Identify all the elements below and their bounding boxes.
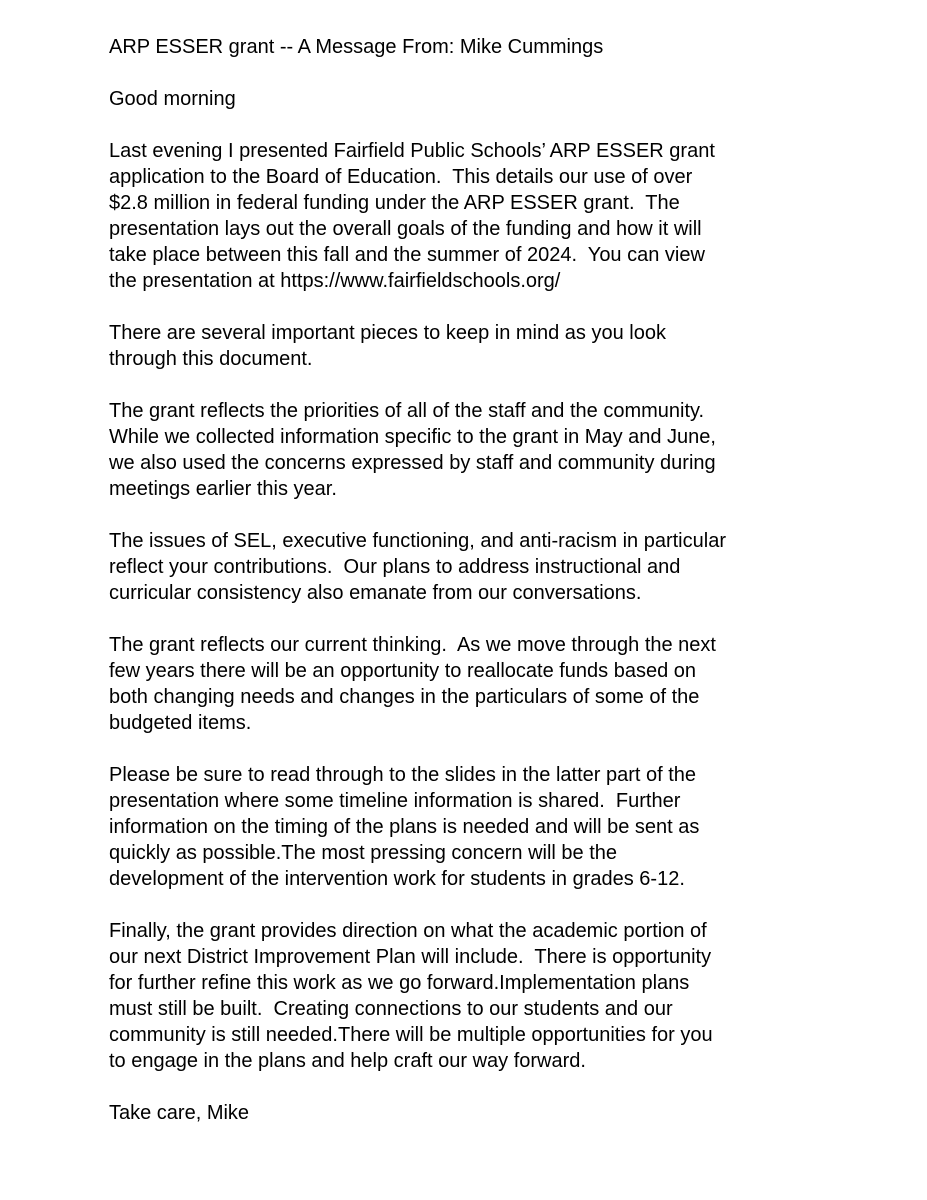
paragraph-line: presentation lays out the overall goals of the funding and how it will	[109, 218, 702, 240]
spacer	[109, 1074, 869, 1100]
paragraph-line: Please be sure to read through to the slides in the latter part of the	[109, 764, 697, 786]
paragraph-line: through this document.	[109, 348, 313, 370]
paragraph-line: the presentation at https://www.fairfieldschools.org/	[109, 270, 561, 292]
paragraph-4	[109, 528, 869, 606]
paragraph-line: $2.8 million in federal funding under the ARP ESSER grant. The	[109, 192, 680, 214]
paragraph-line: The issues of SEL, executive functioning, and anti-racism in particular	[109, 530, 726, 552]
spacer	[109, 606, 869, 632]
paragraph-line: The grant reflects our current thinking. As we move through the next	[109, 634, 716, 656]
paragraph-line: both changing needs and changes in the particulars of some of the	[109, 686, 700, 708]
paragraph-line: There are several important pieces to keep in mind as you look	[109, 322, 666, 344]
paragraph-line: take place between this fall and the summer of 2024. You can view	[109, 244, 705, 266]
paragraph-line: for further refine this work as we go forward.Implementation plans	[109, 972, 690, 994]
closing-signature: Take care, Mike	[109, 1102, 250, 1124]
paragraph-line: While we collected information specific to the grant in May and June,	[109, 426, 716, 448]
paragraph-line: information on the timing of the plans is needed and will be sent as	[109, 816, 700, 838]
spacer	[109, 294, 869, 320]
paragraph-line: budgeted items.	[109, 712, 252, 734]
spacer	[109, 502, 869, 528]
spacer	[109, 60, 869, 86]
paragraph-line: our next District Improvement Plan will include. There is opportunity	[109, 946, 712, 968]
greeting: Good morning	[109, 88, 236, 110]
spacer	[109, 892, 869, 918]
message-body	[109, 34, 869, 1126]
paragraph-2	[109, 320, 869, 372]
paragraph-line: Finally, the grant provides direction on what the academic portion of	[109, 920, 707, 942]
paragraph-line: quickly as possible.The most pressing concern will be the	[109, 842, 618, 864]
paragraph-line: we also used the concerns expressed by staff and community during	[109, 452, 716, 474]
paragraph-5	[109, 632, 869, 736]
paragraph-line: must still be built. Creating connections to our students and our	[109, 998, 673, 1020]
spacer	[109, 112, 869, 138]
paragraph-line: meetings earlier this year.	[109, 478, 337, 500]
paragraph-line: curricular consistency also emanate from our conversations.	[109, 582, 642, 604]
paragraph-6	[109, 762, 869, 892]
paragraph-line: The grant reflects the priorities of all of the staff and the community.	[109, 400, 705, 422]
paragraph-3	[109, 398, 869, 502]
paragraph-7	[109, 918, 869, 1074]
paragraph-line: presentation where some timeline information is shared. Further	[109, 790, 681, 812]
spacer	[109, 736, 869, 762]
paragraph-line: to engage in the plans and help craft our way forward.	[109, 1050, 586, 1072]
paragraph-line: Last evening I presented Fairfield Public Schools’ ARP ESSER grant	[109, 140, 715, 162]
paragraph-line: reflect your contributions. Our plans to address instructional and	[109, 556, 681, 578]
paragraph-1	[109, 138, 869, 294]
spacer	[109, 372, 869, 398]
message-title: ARP ESSER grant -- A Message From: Mike Cummings	[109, 36, 604, 58]
paragraph-line: application to the Board of Education. This details our use of over	[109, 166, 693, 188]
paragraph-line: few years there will be an opportunity to reallocate funds based on	[109, 660, 697, 682]
paragraph-line: community is still needed.There will be multiple opportunities for you	[109, 1024, 713, 1046]
paragraph-line: development of the intervention work for students in grades 6-12.	[109, 868, 685, 890]
